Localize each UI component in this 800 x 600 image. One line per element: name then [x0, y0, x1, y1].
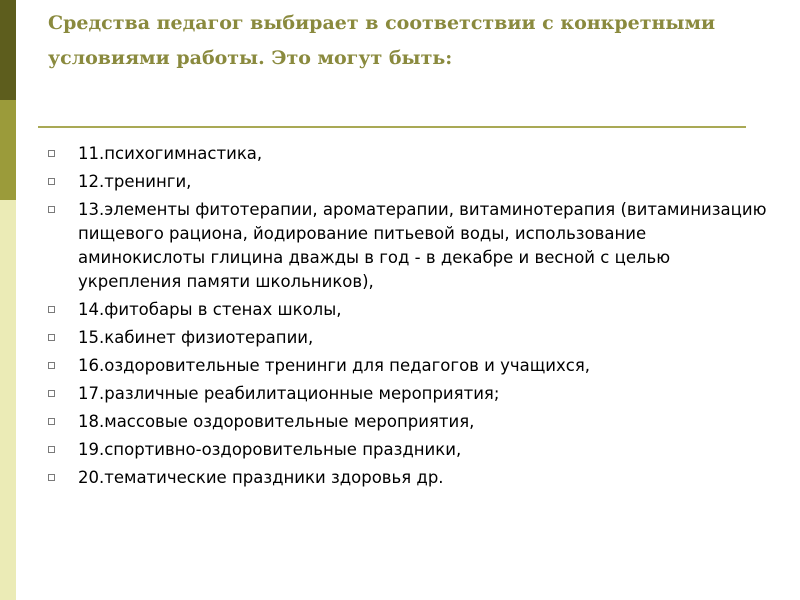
- square-bullet-icon: [48, 306, 55, 313]
- sidebar-segment-mid: [0, 100, 16, 200]
- list-item: [48, 410, 768, 434]
- list-item: [48, 382, 768, 406]
- square-bullet-icon: [48, 446, 55, 453]
- list-item-text: 15.кабинет физиотерапии,: [78, 328, 314, 347]
- list-item: [48, 142, 768, 166]
- list-item-text: 19.спортивно-оздоровительные праздники,: [78, 440, 462, 459]
- square-bullet-icon: [48, 206, 55, 213]
- square-bullet-icon: [48, 178, 55, 185]
- list-item: [48, 326, 768, 350]
- list-item: [48, 170, 768, 194]
- square-bullet-icon: [48, 150, 55, 157]
- bullet-list: [48, 142, 768, 494]
- square-bullet-icon: [48, 474, 55, 481]
- square-bullet-icon: [48, 362, 55, 369]
- list-item-text: 12.тренинги,: [78, 172, 192, 191]
- square-bullet-icon: [48, 418, 55, 425]
- list-item-text: 13.элементы фитотерапии, ароматерапии, витаминотерапия (витаминизацию пищевого рациона, йодирование питьевой воды, использование аминокислоты глицина дважды в год - в декабре и весной с целью укрепления памяти школьников),: [78, 200, 767, 291]
- list-item: [48, 466, 768, 490]
- list-item-text: 17.различные реабилитационные мероприятия;: [78, 384, 500, 403]
- sidebar-segment-dark: [0, 0, 16, 100]
- list-item-text: 11.психогимнастика,: [78, 144, 263, 163]
- list-item: [48, 198, 768, 294]
- list-item: [48, 438, 768, 462]
- list-item: [48, 298, 768, 322]
- decorative-sidebar: [0, 0, 16, 600]
- list-item-text: 14.фитобары в стенах школы,: [78, 300, 342, 319]
- list-item-text: 16.оздоровительные тренинги для педагогов и учащихся,: [78, 356, 590, 375]
- square-bullet-icon: [48, 334, 55, 341]
- title-divider: [38, 126, 746, 128]
- square-bullet-icon: [48, 390, 55, 397]
- sidebar-segment-light: [0, 200, 16, 600]
- list-item: [48, 354, 768, 378]
- list-item-text: 20.тематические праздники здоровья др.: [78, 468, 444, 487]
- list-item-text: 18.массовые оздоровительные мероприятия,: [78, 412, 475, 431]
- slide-title: Средства педагог выбирает в соответствии с конкретными условиями работы. Это могут быть:: [48, 12, 716, 69]
